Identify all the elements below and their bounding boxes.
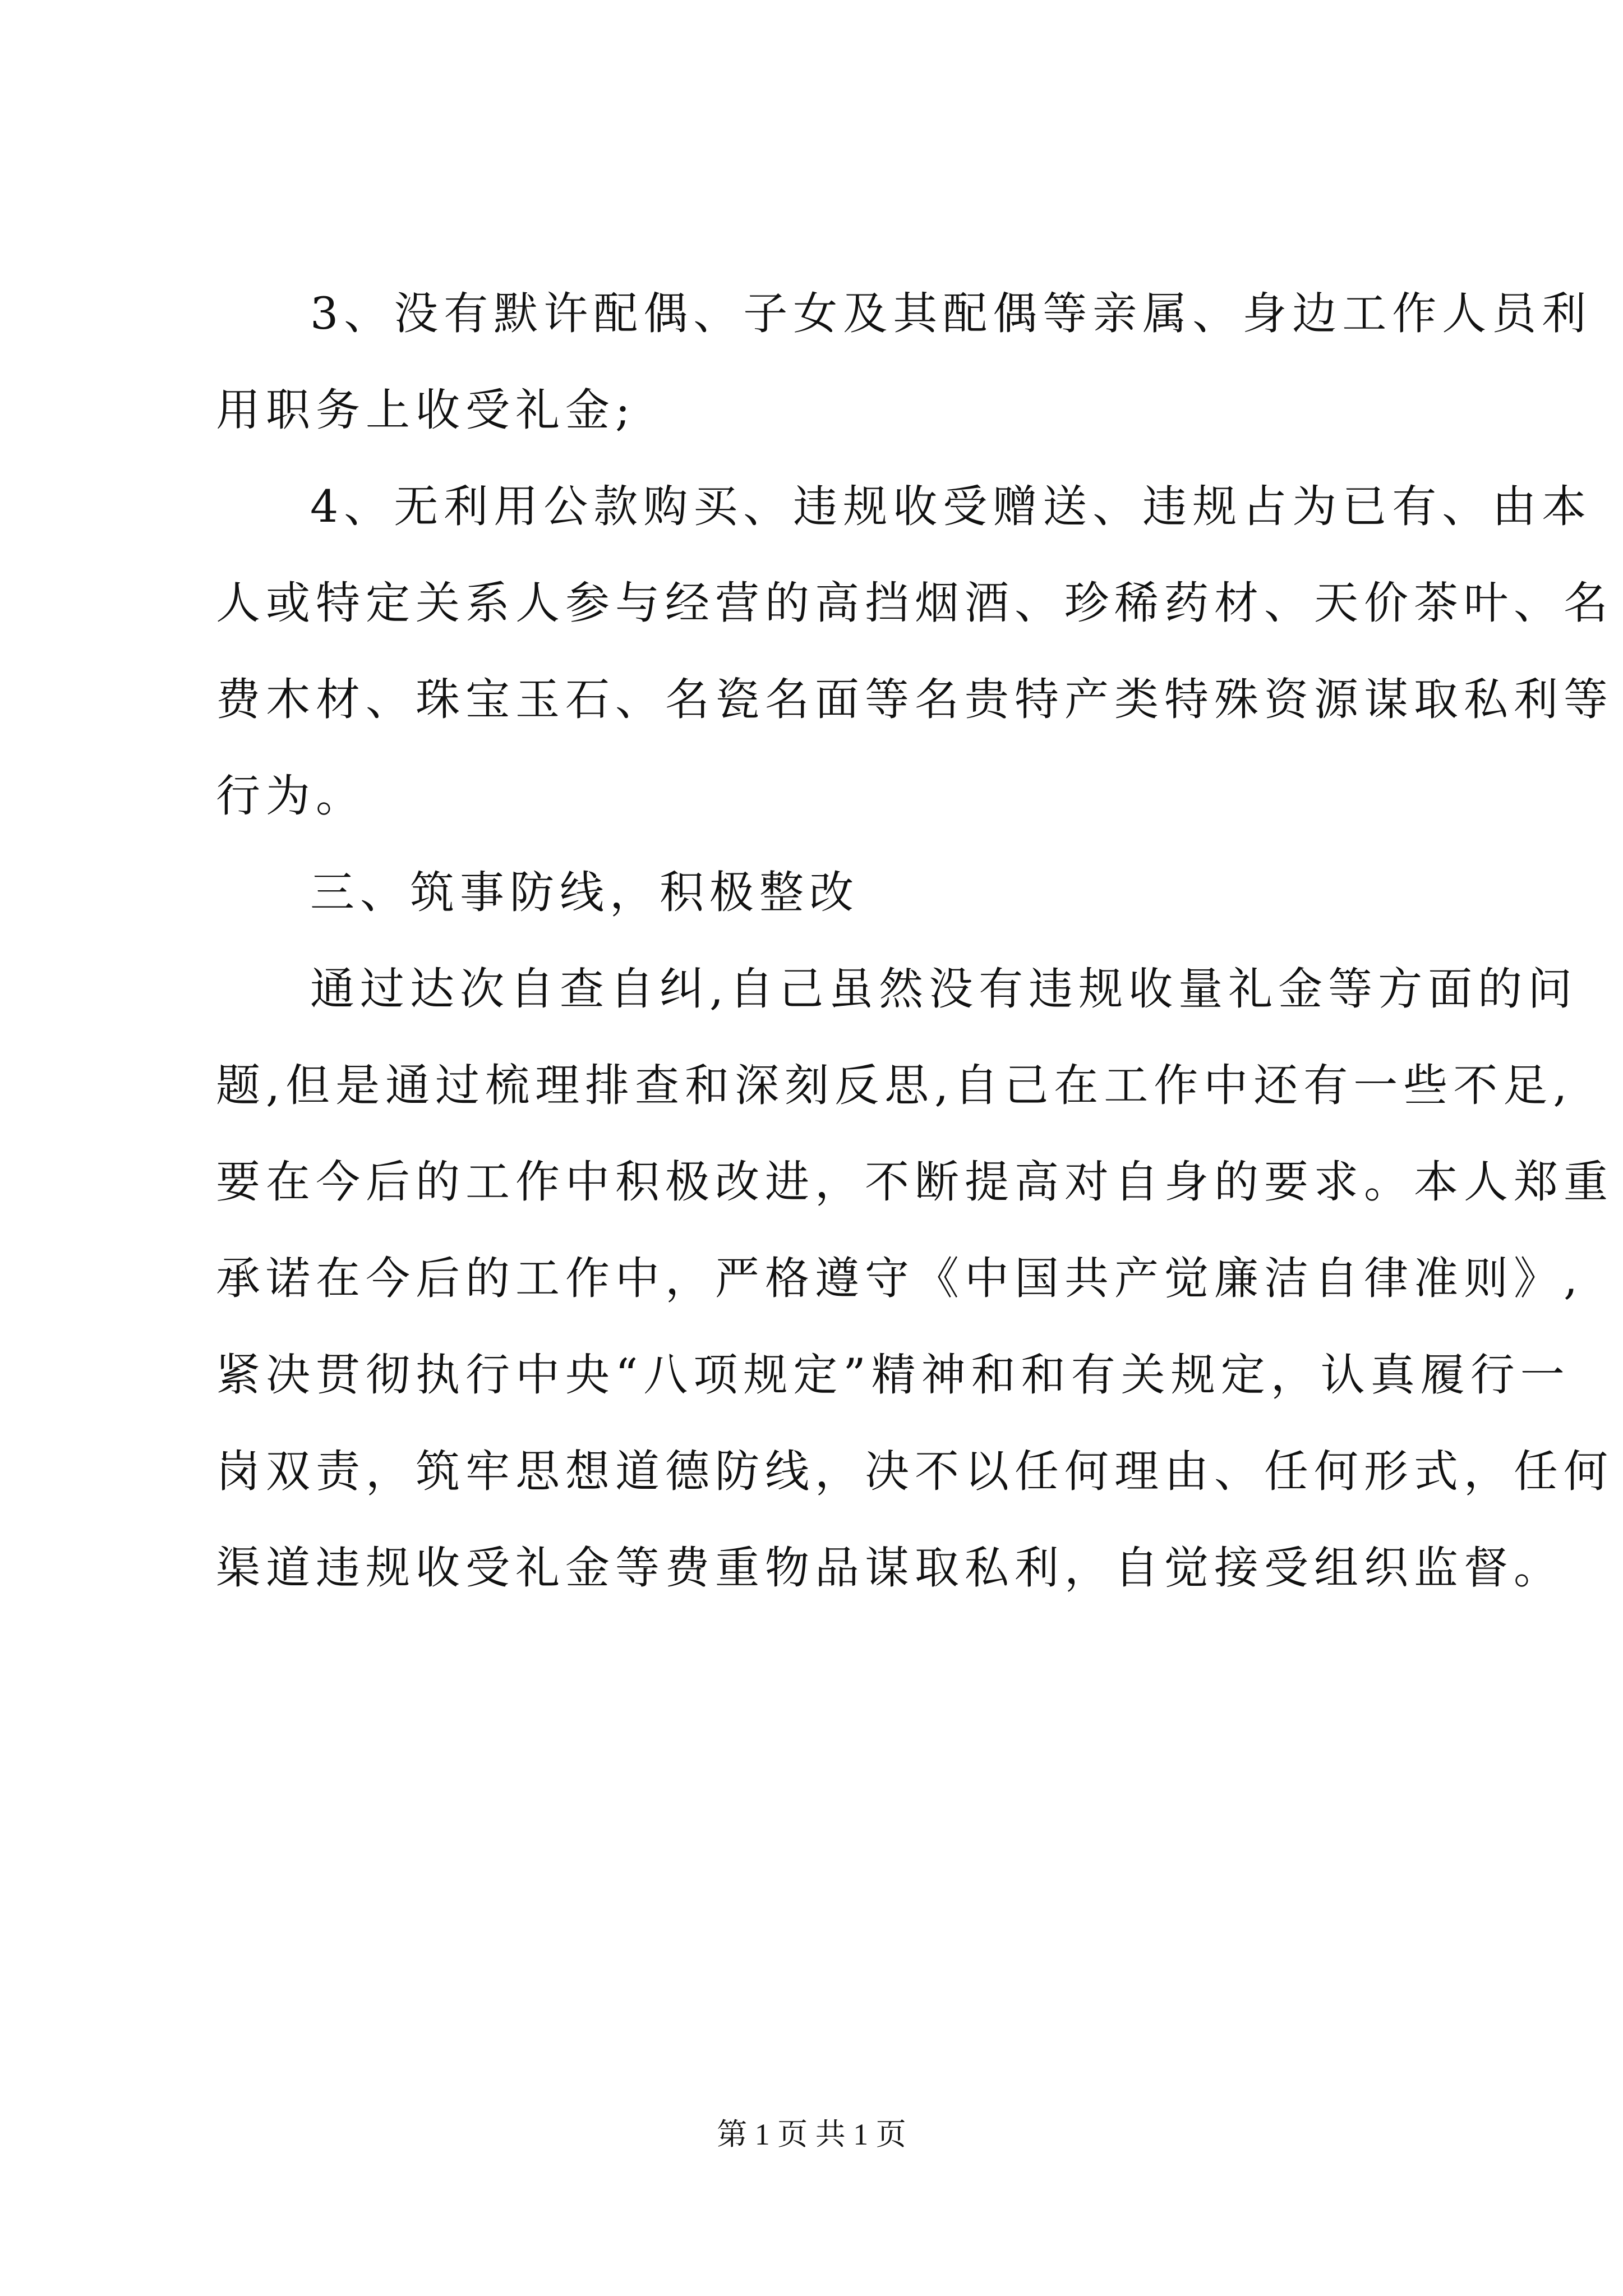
paragraph-line: 要在今后的工作中积极改进，不断提高对自身的要求。本人郑重: [216, 1156, 1613, 1208]
paragraph-line: 紧决贯彻执行中央“八项规定”精神和和有关规定，认真履行一: [216, 1349, 1570, 1401]
paragraph-line: 行为。: [216, 770, 366, 822]
paragraph-line: 承诺在今后的工作中，严格遵守《中国共产觉廉洁自律准则》,: [216, 1253, 1584, 1304]
paragraph-item-3: [216, 288, 1592, 436]
paragraph-line: 用职务上收受礼金;: [216, 384, 636, 436]
document-body: [216, 288, 1613, 1642]
paragraph-line: 3、没有默许配偶、子女及其配偶等亲属、身边工作人员利: [310, 288, 1592, 339]
page-number-label: 第 1 页 共 1 页: [717, 2118, 906, 2151]
paragraph-line: 费木材、珠宝玉石、名瓷名面等名贵特产类特殊资源谋取私利等: [216, 674, 1613, 725]
paragraph-line: 通过达次自查自纠,自己虽然没有违规收量礼金等方面的问: [310, 963, 1578, 1015]
page-footer: [0, 2118, 1623, 2151]
paragraph-line: 人或特定关系人参与经营的高挡烟酒、珍稀药材、天价茶叶、名: [216, 577, 1613, 629]
paragraph-line: 渠道违规收受礼金等费重物品谋取私利，自觉接受组织监督。: [216, 1542, 1564, 1594]
paragraph-conclusion: [216, 963, 1613, 1594]
section-heading-text: 三、筑事防线，积极整改: [310, 867, 859, 918]
section-heading: [216, 867, 1427, 918]
paragraph-item-4: [216, 481, 1613, 822]
paragraph-line: 4、无利用公款购买、违规收受赠送、违规占为已有、由本: [310, 481, 1592, 532]
paragraph-line: 题,但是通过梳理排查和深刻反思,自己在工作中还有一些不足,: [216, 1060, 1573, 1111]
paragraph-line: 岗双责，筑牢思想道德防线，决不以任何理由、任何形式，任何: [216, 1446, 1613, 1497]
